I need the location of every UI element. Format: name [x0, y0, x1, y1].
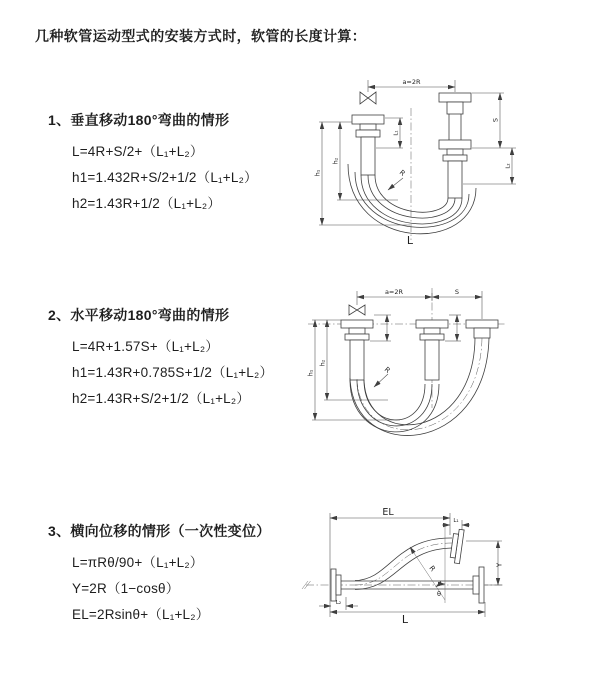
- dimension-y: [466, 541, 504, 585]
- dimension-l2: [319, 597, 358, 610]
- right-fitting-upper-position: [439, 93, 471, 140]
- braided-hose-section: [361, 137, 375, 175]
- section-1-heading: 1、垂直移动180°弯曲的情形: [48, 112, 230, 128]
- braided-hose-section: [425, 340, 439, 380]
- dim-label-h1: h₁: [306, 369, 315, 377]
- formula-line: L=4R+S/2+（L₁+L₂）: [72, 144, 204, 159]
- angle-label-theta: θ: [437, 590, 441, 598]
- radius-label: R: [397, 168, 407, 178]
- formula-line: EL=2Rsinθ+（L₁+L₂）: [72, 607, 210, 622]
- dim-label-l2: L₂: [335, 600, 342, 606]
- radius-callout: [374, 366, 392, 387]
- s-curve-hose: [355, 538, 452, 590]
- dim-label-l1: L₁: [393, 130, 400, 136]
- braided-hose-section: [350, 340, 364, 380]
- section-2: [48, 308, 273, 412]
- angle-construction: [410, 523, 445, 603]
- formula-line: Y=2R（1−cosθ）: [72, 581, 180, 596]
- formula-line: L=4R+1.57S+（L₁+L₂）: [72, 339, 219, 354]
- section-3: [48, 524, 271, 628]
- valve-icon: [349, 305, 365, 315]
- length-label: L: [406, 234, 414, 247]
- diagram-vertical-180-bend: [310, 72, 530, 257]
- dim-label-y: Y: [495, 562, 504, 568]
- section-3-heading: 3、横向位移的情形（一次性变位）: [48, 523, 271, 539]
- formula-line: h1=1.432R+S/2+1/2（L₁+L₂）: [72, 170, 258, 185]
- right-fitting-lower-position: [439, 140, 471, 198]
- left-flange: [331, 569, 341, 601]
- dim-label-l2: L₂: [505, 163, 512, 169]
- diagram-lateral-displacement: [300, 505, 595, 650]
- dim-label-h2: h₂: [318, 359, 327, 367]
- section-2-heading: 2、水平移动180°弯曲的情形: [48, 307, 230, 323]
- formula-line: h2=1.43R+1/2（L₁+L₂）: [72, 196, 222, 211]
- dimension-a2r: [357, 288, 482, 319]
- dimension-a2r: [368, 78, 455, 92]
- formula-line: h2=1.43R+S/2+1/2（L₁+L₂）: [72, 391, 251, 406]
- dimension-l2: [463, 148, 516, 184]
- middle-fitting: [416, 320, 448, 380]
- dimension-l: [330, 602, 485, 626]
- diagram-horizontal-180-bend: [300, 283, 595, 468]
- dimension-s: [472, 93, 516, 148]
- u-hose-position-2-swung: [350, 338, 489, 436]
- dim-label-l1: L₁: [453, 518, 459, 524]
- dimension-el: [330, 507, 450, 535]
- u-hose-position-1: [350, 380, 439, 432]
- valve-icon: [360, 92, 376, 104]
- dim-label-el: EL: [382, 507, 394, 518]
- dim-label-a2r: a=2R: [402, 78, 421, 86]
- page-title: 几种软管运动型式的安装方式时，软管的长度计算：: [35, 28, 367, 44]
- dimension-l1: [442, 518, 470, 533]
- dim-label-h1: h₁: [313, 169, 322, 177]
- right-flange-original: [473, 567, 484, 603]
- right-fitting-swung-position: [466, 320, 498, 338]
- dim-label-s: S: [491, 117, 500, 123]
- dim-label-a2r: a=2R: [384, 288, 404, 296]
- dim-label-h2: h₂: [331, 157, 340, 165]
- upper-flange-displaced: [450, 529, 465, 564]
- left-fitting: [341, 320, 373, 380]
- formula-line: L=πRθ/90+（L₁+L₂）: [72, 555, 204, 570]
- formula-line: h1=1.43R+0.785S+1/2（L₁+L₂）: [72, 365, 274, 380]
- braided-hose-section: [448, 161, 462, 198]
- dim-label-s: S: [454, 288, 460, 296]
- left-fitting: [352, 115, 384, 175]
- radius-callout: [388, 169, 407, 190]
- radius-label: R: [382, 365, 392, 375]
- section-1: [48, 113, 258, 217]
- dim-label-l: L: [401, 613, 409, 626]
- radius-label: R: [427, 564, 437, 574]
